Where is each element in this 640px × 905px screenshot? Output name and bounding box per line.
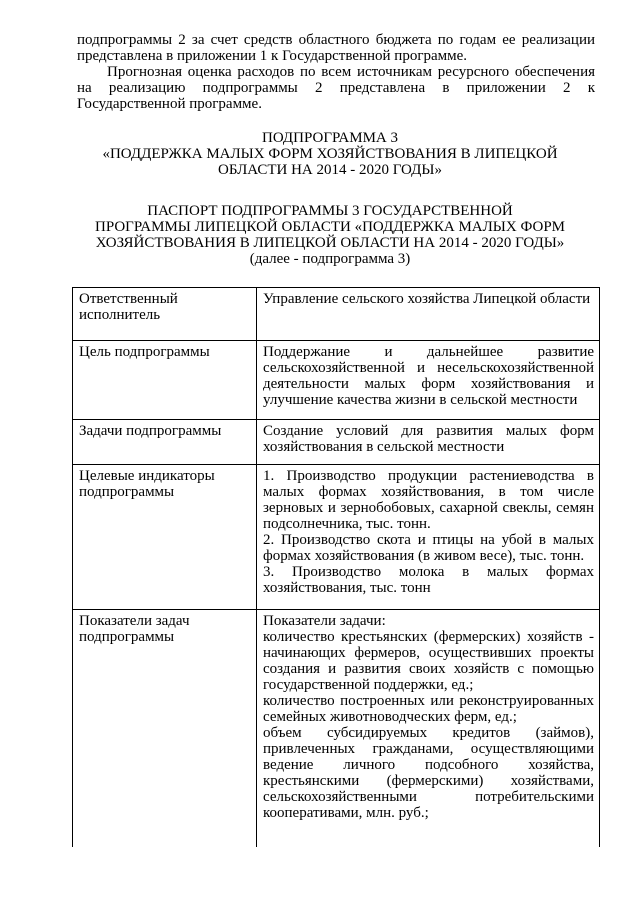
passport-heading-line-1: ПАСПОРТ ПОДПРОГРАММЫ 3 ГОСУДАРСТВЕННОЙ <box>147 203 513 219</box>
table-row <box>73 465 600 610</box>
table-row <box>73 288 600 341</box>
row-label-tasks: Задачи подпрограммы <box>73 420 257 465</box>
row-label-task-metrics: Показатели задач подпрограммы <box>73 610 257 848</box>
row-value-responsible: Управление сельского хозяйства Липецкой области <box>257 288 600 341</box>
subprogram-heading <box>60 130 600 178</box>
indicator-item-3: 3. Производство молока в малых формах хозяйствования, тыс. тонн <box>263 564 594 596</box>
subprogram-heading-line-1: ПОДПРОГРАММА 3 <box>261 130 399 146</box>
metric-item-4: объем субсидируемых кредитов (займов), привлеченных гражданами, осуществляющими ведение личного подсобного хозяйства, крестьянскими (фермерскими) хозяйствами, сельскохозяйственными потребительскими кооперативами, млн. руб.; <box>263 725 594 821</box>
table-row <box>73 341 600 420</box>
intro-paragraph-2: Прогнозная оценка расходов по всем источникам ресурсного обеспечения на реализацию подпрограммы 2 представлена в приложении 2 к Государственной программе. <box>77 64 595 112</box>
indicator-item-1: 1. Производство продукции растениеводства в малых формах хозяйствования, в том числе зерновых и зернобобовых, сахарной свеклы, семян подсолнечника, тыс. тонн. <box>263 468 594 532</box>
row-label-indicators: Целевые индикаторы подпрограммы <box>73 465 257 610</box>
metric-item-3: количество построенных или реконструированных семейных животноводческих ферм, ед.; <box>263 693 594 725</box>
table-row <box>73 610 600 848</box>
metric-item-1: Показатели задачи: <box>263 613 386 629</box>
subprogram-heading-line-2: «ПОДДЕРЖКА МАЛЫХ ФОРМ ХОЗЯЙСТВОВАНИЯ В ЛИПЕЦКОЙ <box>102 146 558 162</box>
row-value-indicators <box>257 465 600 610</box>
metric-item-2: количество крестьянских (фермерских) хозяйств - начинающих фермеров, осуществивших проекты создания и развития своих хозяйств с помощью государственной поддержки, ед.; <box>263 629 594 693</box>
row-label-responsible: Ответственный исполнитель <box>73 288 257 341</box>
subprogram-heading-line-3: ОБЛАСТИ НА 2014 - 2020 ГОДЫ» <box>218 162 442 178</box>
row-value-tasks: Создание условий для развития малых форм хозяйствования в сельской местности <box>257 420 600 465</box>
table-row <box>73 420 600 465</box>
intro-paragraph-1: подпрограммы 2 за счет средств областного бюджета по годам ее реализации представлена в приложении 1 к Государственной программе. <box>77 32 595 64</box>
row-value-task-metrics <box>257 610 600 848</box>
row-value-goal: Поддержание и дальнейшее развитие сельскохозяйственной и несельскохозяйственной деятельности малых форм хозяйствования и улучшение качества жизни в сельской местности <box>257 341 600 420</box>
row-label-goal: Цель подпрограммы <box>73 341 257 420</box>
passport-heading-line-4: (далее - подпрограмма 3) <box>249 251 411 267</box>
passport-heading <box>60 203 600 267</box>
indicator-item-2: 2. Производство скота и птицы на убой в малых формах хозяйствования (в живом весе), тыс. тонн. <box>263 532 594 564</box>
passport-heading-line-2: ПРОГРАММЫ ЛИПЕЦКОЙ ОБЛАСТИ «ПОДДЕРЖКА МАЛЫХ ФОРМ <box>94 219 566 235</box>
passport-table <box>72 287 600 847</box>
passport-heading-line-3: ХОЗЯЙСТВОВАНИЯ В ЛИПЕЦКОЙ ОБЛАСТИ НА 2014 - 2020 ГОДЫ» <box>95 235 565 251</box>
